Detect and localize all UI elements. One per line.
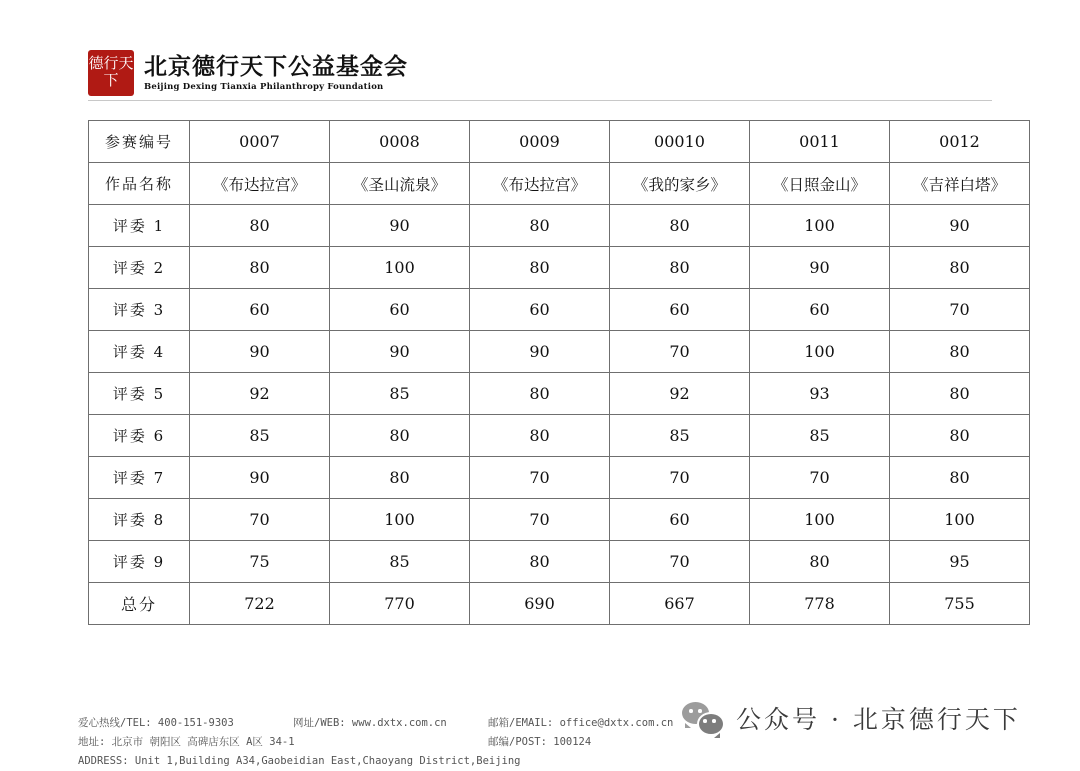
score-judge4-entry5: 100 <box>750 331 890 373</box>
entry-number-1: 0007 <box>190 121 330 163</box>
score-judge7-entry5: 70 <box>750 457 890 499</box>
work-title-5: 《日照金山》 <box>750 163 890 205</box>
total-entry3: 690 <box>470 583 610 625</box>
score-judge5-entry2: 85 <box>330 373 470 415</box>
row-label-judge-4: 评委 4 <box>89 331 190 373</box>
wechat-icon <box>682 701 722 735</box>
score-judge9-entry4: 70 <box>610 541 750 583</box>
score-judge8-entry6: 100 <box>890 499 1030 541</box>
work-title-2: 《圣山流泉》 <box>330 163 470 205</box>
work-title-1: 《布达拉宫》 <box>190 163 330 205</box>
row-label-judge-8: 评委 8 <box>89 499 190 541</box>
score-judge8-entry5: 100 <box>750 499 890 541</box>
work-title-3: 《布达拉宫》 <box>470 163 610 205</box>
wechat-dot-1 <box>689 709 693 713</box>
score-judge8-entry2: 100 <box>330 499 470 541</box>
wechat-dot-3 <box>703 719 707 723</box>
row-label-judge-2: 评委 2 <box>89 247 190 289</box>
table-row-entry-numbers <box>89 121 1030 163</box>
score-judge3-entry1: 60 <box>190 289 330 331</box>
table-row <box>89 373 1030 415</box>
score-judge4-entry4: 70 <box>610 331 750 373</box>
score-judge8-entry3: 70 <box>470 499 610 541</box>
table-row <box>89 457 1030 499</box>
organization-name-en: Beijing Dexing Tianxia Philanthropy Foundation <box>144 82 384 92</box>
footer-post: 邮编/POST: 100124 <box>488 736 592 748</box>
score-judge9-entry1: 75 <box>190 541 330 583</box>
score-judge2-entry5: 90 <box>750 247 890 289</box>
footer-address-cn: 地址: 北京市 朝阳区 高碑店东区 A区 34-1 <box>78 736 295 748</box>
work-title-4: 《我的家乡》 <box>610 163 750 205</box>
organization-name-cn: 北京德行天下公益基金会 <box>144 53 408 80</box>
row-label-work-title: 作品名称 <box>89 163 190 205</box>
entry-number-2: 0008 <box>330 121 470 163</box>
score-judge1-entry5: 100 <box>750 205 890 247</box>
row-label-entry-number: 参赛编号 <box>89 121 190 163</box>
score-judge5-entry1: 92 <box>190 373 330 415</box>
entry-number-3: 0009 <box>470 121 610 163</box>
score-table-container <box>88 120 1006 625</box>
score-judge9-entry6: 95 <box>890 541 1030 583</box>
score-judge4-entry3: 90 <box>470 331 610 373</box>
row-label-judge-3: 评委 3 <box>89 289 190 331</box>
score-judge9-entry5: 80 <box>750 541 890 583</box>
seal-text: 德行天下 <box>88 54 134 89</box>
footer-spacer <box>293 733 488 752</box>
score-judge7-entry6: 80 <box>890 457 1030 499</box>
row-label-judge-1: 评委 1 <box>89 205 190 247</box>
score-table <box>88 120 1030 625</box>
table-row-work-titles <box>89 163 1030 205</box>
score-judge3-entry2: 60 <box>330 289 470 331</box>
row-label-judge-7: 评委 7 <box>89 457 190 499</box>
row-label-judge-9: 评委 9 <box>89 541 190 583</box>
table-row <box>89 331 1030 373</box>
score-judge1-entry6: 90 <box>890 205 1030 247</box>
score-judge4-entry1: 90 <box>190 331 330 373</box>
score-judge4-entry6: 80 <box>890 331 1030 373</box>
footer-web: 网址/WEB: www.dxtx.com.cn <box>293 717 447 729</box>
footer-row-1 <box>78 714 698 733</box>
table-row <box>89 499 1030 541</box>
score-judge5-entry4: 92 <box>610 373 750 415</box>
score-judge9-entry2: 85 <box>330 541 470 583</box>
header-divider <box>88 100 992 101</box>
wechat-bubble-small <box>697 712 725 736</box>
score-judge6-entry1: 85 <box>190 415 330 457</box>
row-label-judge-5: 评委 5 <box>89 373 190 415</box>
score-judge1-entry4: 80 <box>610 205 750 247</box>
score-judge3-entry5: 60 <box>750 289 890 331</box>
score-judge1-entry1: 80 <box>190 205 330 247</box>
score-judge5-entry3: 80 <box>470 373 610 415</box>
score-judge3-entry3: 60 <box>470 289 610 331</box>
score-judge2-entry1: 80 <box>190 247 330 289</box>
score-judge8-entry4: 60 <box>610 499 750 541</box>
table-row <box>89 247 1030 289</box>
score-judge1-entry2: 90 <box>330 205 470 247</box>
score-judge5-entry5: 93 <box>750 373 890 415</box>
wechat-dot-4 <box>712 719 716 723</box>
score-judge6-entry5: 85 <box>750 415 890 457</box>
total-entry1: 722 <box>190 583 330 625</box>
footer-tel: 爱心热线/TEL: 400-151-9303 <box>78 717 234 729</box>
total-entry2: 770 <box>330 583 470 625</box>
score-judge6-entry6: 80 <box>890 415 1030 457</box>
footer-email: 邮箱/EMAIL: office@dxtx.com.cn <box>488 717 674 729</box>
footer-row-3 <box>78 752 698 771</box>
score-judge7-entry2: 80 <box>330 457 470 499</box>
total-entry4: 667 <box>610 583 750 625</box>
score-judge9-entry3: 80 <box>470 541 610 583</box>
score-judge8-entry1: 70 <box>190 499 330 541</box>
page-header <box>88 46 992 100</box>
score-judge5-entry6: 80 <box>890 373 1030 415</box>
score-judge6-entry2: 80 <box>330 415 470 457</box>
footer-address-en: ADDRESS: Unit 1,Building A34,Gaobeidian East,Chaoyang District,Beijing <box>78 755 521 767</box>
row-label-judge-6: 评委 6 <box>89 415 190 457</box>
score-judge2-entry3: 80 <box>470 247 610 289</box>
score-judge3-entry4: 60 <box>610 289 750 331</box>
score-judge4-entry2: 90 <box>330 331 470 373</box>
work-title-6: 《吉祥白塔》 <box>890 163 1030 205</box>
table-row <box>89 541 1030 583</box>
organization-names <box>144 53 408 93</box>
score-judge6-entry4: 85 <box>610 415 750 457</box>
table-row <box>89 289 1030 331</box>
total-entry5: 778 <box>750 583 890 625</box>
entry-number-4: 00010 <box>610 121 750 163</box>
foundation-seal-logo <box>88 50 134 96</box>
score-judge2-entry6: 80 <box>890 247 1030 289</box>
score-judge1-entry3: 80 <box>470 205 610 247</box>
wechat-dot-2 <box>698 709 702 713</box>
row-label-total: 总分 <box>89 583 190 625</box>
score-judge2-entry4: 80 <box>610 247 750 289</box>
table-row-total <box>89 583 1030 625</box>
footer-row-2 <box>78 733 698 752</box>
score-judge7-entry3: 70 <box>470 457 610 499</box>
score-judge2-entry2: 100 <box>330 247 470 289</box>
footer-contact-info <box>78 714 698 771</box>
table-row <box>89 415 1030 457</box>
wechat-official-account-badge <box>682 700 1021 736</box>
entry-number-5: 0011 <box>750 121 890 163</box>
total-entry6: 755 <box>890 583 1030 625</box>
entry-number-6: 0012 <box>890 121 1030 163</box>
wechat-account-label: 公众号 · 北京德行天下 <box>736 705 1021 734</box>
score-judge3-entry6: 70 <box>890 289 1030 331</box>
score-judge7-entry1: 90 <box>190 457 330 499</box>
score-judge7-entry4: 70 <box>610 457 750 499</box>
table-row <box>89 205 1030 247</box>
score-judge6-entry3: 80 <box>470 415 610 457</box>
